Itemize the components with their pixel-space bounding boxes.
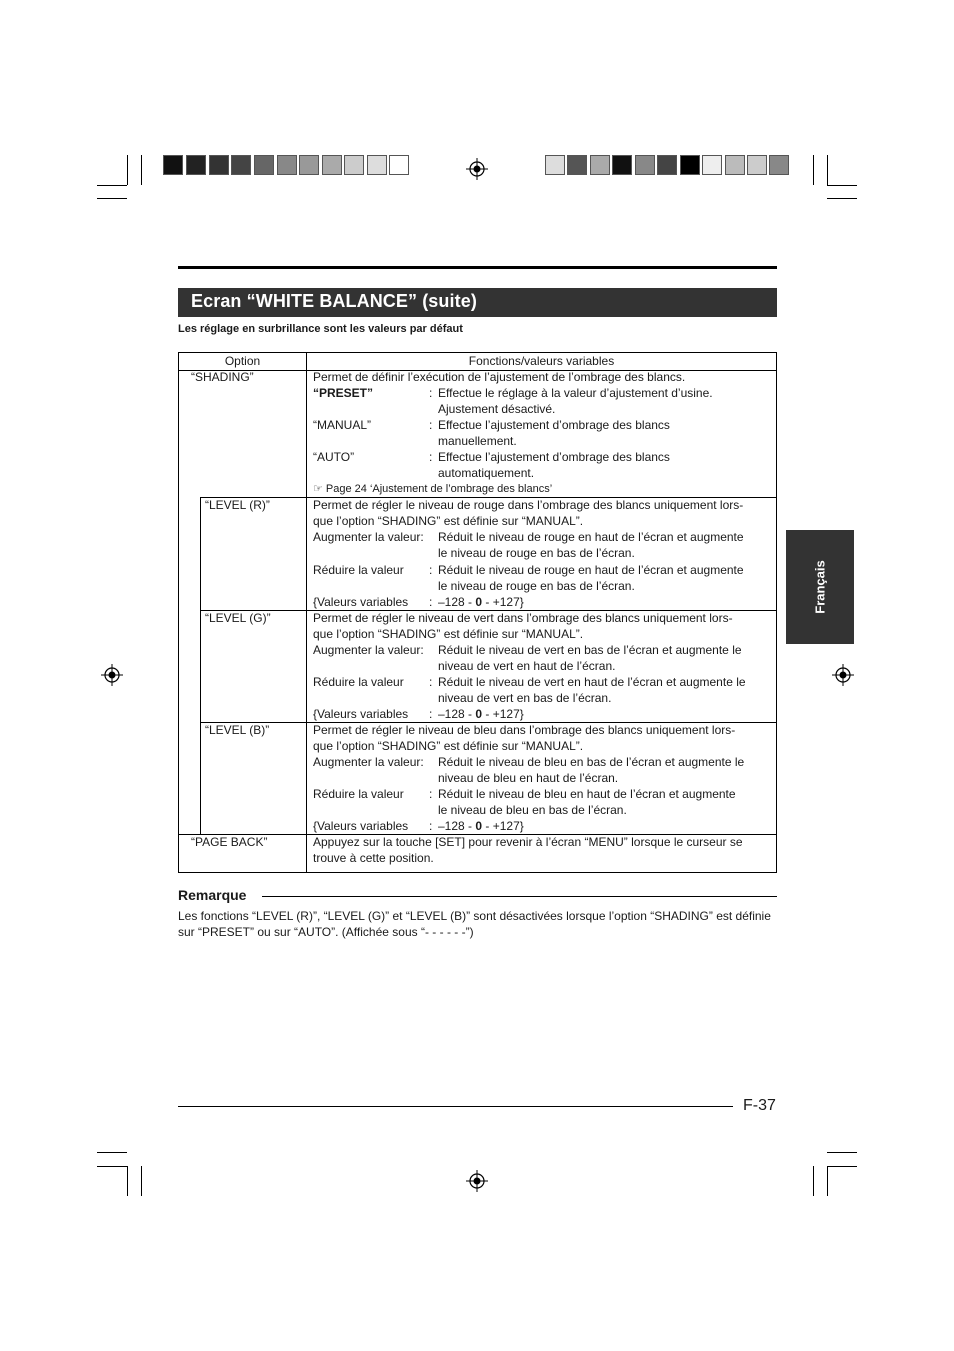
level-b-dec-1: Réduit le niveau de bleu en haut de l’écran et augmente	[438, 787, 736, 801]
option-shading: “SHADING”	[191, 370, 254, 384]
level-b-inc-1: Réduit le niveau de bleu en bas de l’écran et augmente le	[438, 755, 745, 769]
level-r-inc-2: le niveau de rouge en bas de l’écran.	[438, 546, 635, 560]
level-r-dec-label: Réduire la valeur	[313, 563, 404, 577]
title-bar	[178, 288, 777, 317]
column-header-functions: Fonctions/valeurs variables	[468, 354, 615, 368]
page-number: F-37	[743, 1097, 776, 1114]
preset-line-1: Effectue le réglage à la valeur d’ajustement d’usine.	[438, 386, 713, 400]
level-r-dec-1: Réduit le niveau de rouge en haut de l’écran et augmente	[438, 563, 744, 577]
level-b-inc-label: Augmenter la valeur:	[313, 755, 424, 769]
option-page-back: “PAGE BACK”	[191, 835, 268, 849]
column-header-option: Option	[224, 354, 261, 368]
level-g-dec-2: niveau de vert en bas de l’écran.	[438, 691, 612, 705]
preset-label: “PRESET”	[313, 386, 374, 400]
level-r-dec-2: le niveau de rouge en bas de l’écran.	[438, 579, 635, 593]
settings-table: Option Fonctions/valeurs variables “SHADING” Permet de définir l’exécution de l’ajustement de l’ombrage des blancs. “PRESET” : Effectue le réglage à la valeur d’ajustement d’usine. Ajustement désactivé. “MANUAL” : Effectue l’ajustement d’ombrage des blancs manuellement. “AUTO” : Effectue l’ajustement d’ombrage des blancs automatiquement. ☞ Page 24 ‘Ajustement de l’ombrage des blancs’ “LEVEL (R)” Permet de régler le niveau de rouge dans l’ombrage des blancs uniquement lors- que l’option “SHADING” est définie sur “MANUAL”. Augmenter la valeur: Réduit le niveau de rouge en haut de l’écran et augmente le niveau de rouge en bas de l’écran. Réduire la valeur : Réduit le niveau de rouge en haut de l’écran et augmente le niveau de rouge en bas de l’écran. {Valeurs variables : –128 - 0 - +127} “LEVEL (G)” Permet de régler le niveau de vert dans l’ombrage des blancs uniquement lors- que l’option “SHADING” est définie sur “MANUAL”. Augmenter la valeur: Réduit le niveau de vert en bas de l’écran et augmente le niveau de vert en haut de l’écran. Réduire la valeur : Réduit le niveau de vert en haut de l’écran et augmente le niveau de vert en bas de l’écran. {Valeurs variables : –128 - 0 - +127} “LEVEL (B)” Permet de régler le niveau de bleu dans l’ombrage des blancs uniquement lors- que l’option “SHADING” est définie sur “MANUAL”. Augmenter la valeur: Réduit le niveau de bleu en bas de l’écran et augmente le niveau de bleu en haut de l’écran. Réduire la valeur : Réduit le niveau de bleu en haut de l’écran et augmente le niveau de bleu en bas de l’écran. {Valeurs variables : –128 - 0 - +127} “PAGE BACK” Appuyez sur la touche [SET] pour revenir à l’écran “MENU” lorsque le curseur se trouve à cette position.	[178, 352, 777, 873]
registration-mark-top-icon	[466, 158, 488, 180]
auto-line-2: automatiquement.	[438, 466, 535, 480]
language-tab-label: Français	[812, 560, 828, 614]
page-title: Ecran “WHITE BALANCE” (suite)	[191, 291, 477, 311]
level-g-dec-label: Réduire la valeur	[313, 675, 404, 689]
level-r-inc-1: Réduit le niveau de rouge en haut de l’écran et augmente	[438, 530, 744, 544]
level-r-desc-1: Permet de régler le niveau de rouge dans l’ombrage des blancs uniquement lors-	[313, 498, 744, 512]
manual-line-1: Effectue l’ajustement d’ombrage des blancs	[438, 418, 670, 432]
option-level-r: “LEVEL (R)”	[205, 498, 270, 512]
page-back-desc-2: trouve à cette position.	[313, 851, 434, 865]
level-g-desc-2: que l’option “SHADING” est définie sur “MANUAL”.	[313, 627, 584, 641]
level-r-desc-2: que l’option “SHADING” est définie sur “MANUAL”.	[313, 514, 584, 528]
level-b-dec-2: le niveau de bleu en bas de l’écran.	[438, 803, 627, 817]
level-g-inc-2: niveau de vert en haut de l’écran.	[438, 659, 616, 673]
level-r-inc-label: Augmenter la valeur:	[313, 530, 424, 544]
level-b-inc-2: niveau de bleu en haut de l’écran.	[438, 771, 619, 785]
language-tab	[786, 530, 854, 644]
level-b-desc-2: que l’option “SHADING” est définie sur “MANUAL”.	[313, 739, 584, 753]
page-reference: ☞ Page 24 ‘Ajustement de l’ombrage des blancs’	[313, 483, 553, 495]
registration-mark-left-icon	[101, 664, 123, 686]
level-g-range: –128 - 0 - +127}	[438, 707, 524, 721]
remark-text: Les fonctions “LEVEL (R)”, “LEVEL (G)” et “LEVEL (B)” sont désactivées lorsque l’option “SHADING” est définie sur “PRESET” ou sur “AUTO”. (Affichée sous “- - - - - -”)	[178, 909, 771, 939]
level-r-var-label: {Valeurs variables	[313, 595, 409, 609]
level-g-desc-1: Permet de régler le niveau de vert dans l’ombrage des blancs uniquement lors-	[313, 611, 733, 625]
level-b-dec-label: Réduire la valeur	[313, 787, 404, 801]
registration-mark-right-icon	[832, 664, 854, 686]
level-r-range: –128 - 0 - +127}	[438, 595, 524, 609]
footer-rule	[178, 1106, 733, 1107]
level-g-inc-1: Réduit le niveau de vert en bas de l’écran et augmente le	[438, 643, 742, 657]
shading-description: Permet de définir l’exécution de l’ajustement de l’ombrage des blancs.	[313, 370, 686, 384]
header-rule	[178, 266, 777, 269]
auto-label: “AUTO”	[313, 450, 355, 464]
manual-line-2: manuellement.	[438, 434, 517, 448]
level-b-range: –128 - 0 - +127}	[438, 819, 524, 833]
remark-rule	[262, 896, 777, 897]
level-g-var-label: {Valeurs variables	[313, 707, 409, 721]
level-b-desc-1: Permet de régler le niveau de bleu dans l’ombrage des blancs uniquement lors-	[313, 723, 736, 737]
preset-line-2: Ajustement désactivé.	[438, 402, 556, 416]
default-values-note: Les réglage en surbrillance sont les valeurs par défaut	[178, 323, 463, 335]
manual-label: “MANUAL”	[313, 418, 372, 432]
auto-line-1: Effectue l’ajustement d’ombrage des blancs	[438, 450, 670, 464]
level-g-inc-label: Augmenter la valeur:	[313, 643, 424, 657]
remark-title: Remarque	[178, 887, 247, 903]
page-back-desc-1: Appuyez sur la touche [SET] pour revenir à l’écran “MENU” lorsque le curseur se	[313, 835, 743, 849]
option-level-g: “LEVEL (G)”	[205, 611, 271, 625]
registration-mark-bottom-icon	[466, 1170, 488, 1192]
level-g-dec-1: Réduit le niveau de vert en haut de l’écran et augmente le	[438, 675, 746, 689]
level-b-var-label: {Valeurs variables	[313, 819, 409, 833]
option-level-b: “LEVEL (B)”	[205, 723, 270, 737]
